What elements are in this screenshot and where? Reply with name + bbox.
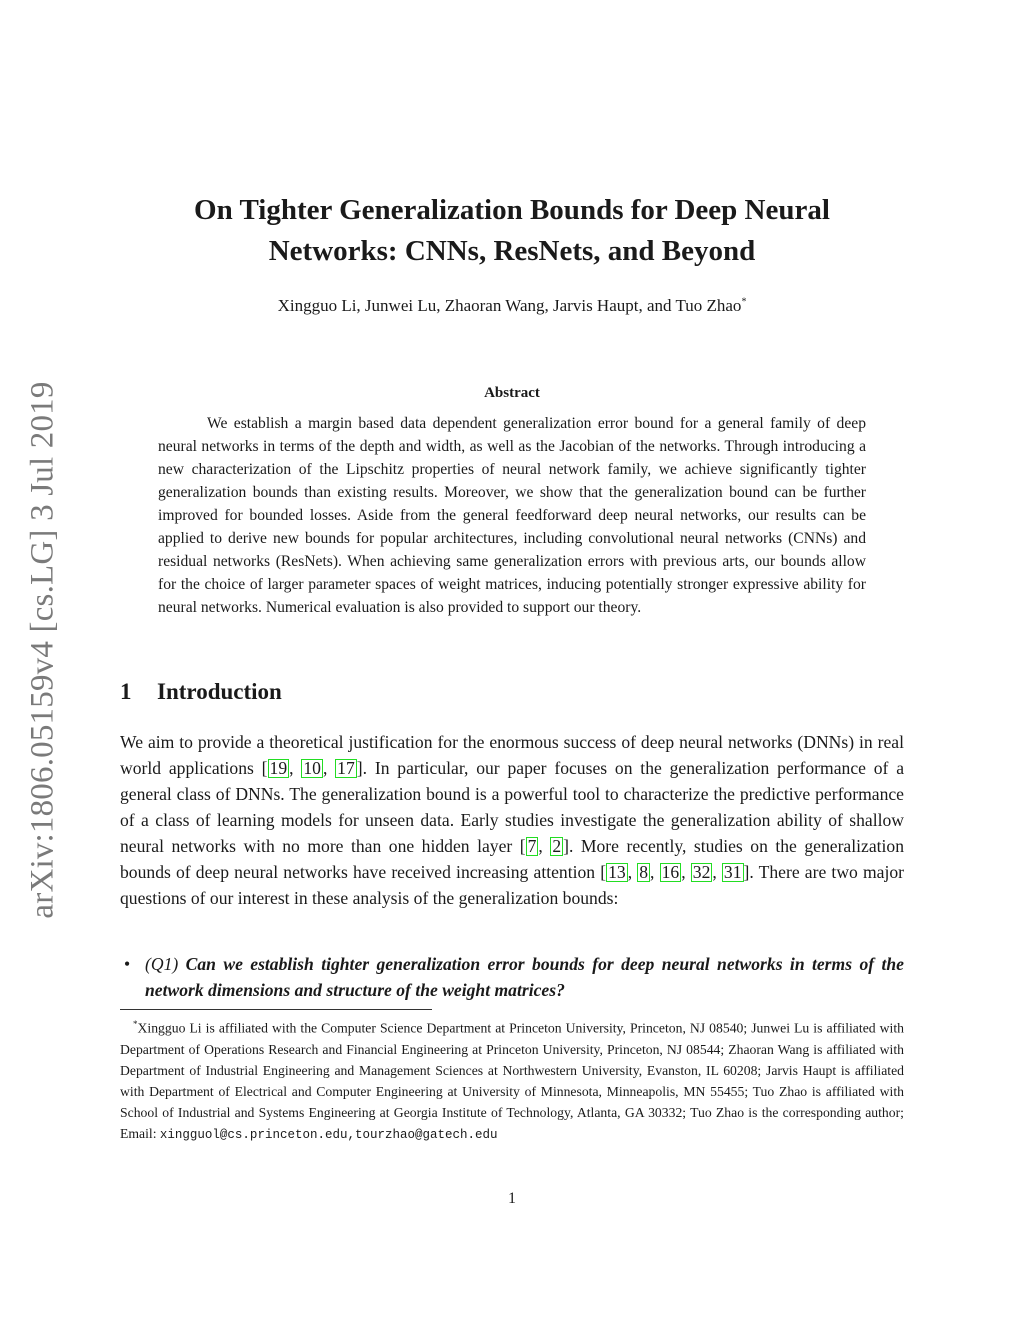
section-number: 1	[120, 679, 132, 704]
question-text: Can we establish tighter generalization error bounds for deep neural networks in terms of the network dimensions and structure of the weight matrices?	[145, 954, 904, 1000]
citation-link[interactable]: 32	[692, 862, 711, 882]
citation-separator: ,	[322, 758, 336, 778]
abstract-heading: Abstract	[484, 385, 540, 401]
citation-separator: ,	[627, 862, 638, 882]
arxiv-identifier-stamp: arXiv:1806.05159v4 [cs.LG] 3 Jul 2019	[24, 381, 61, 919]
title-line-2: Networks: CNNs, ResNets, and Beyond	[268, 235, 756, 267]
citation-link[interactable]: 17	[337, 758, 355, 778]
citation-link[interactable]: 13	[608, 862, 626, 882]
list-item	[120, 951, 904, 1003]
citation-link[interactable]: 7	[527, 836, 537, 856]
citation-separator: ,	[681, 862, 691, 882]
title-line-1: On Tighter Generalization Bounds for Deep Neural	[194, 194, 830, 226]
footnote-mark: *	[133, 1019, 138, 1029]
footnote-email[interactable]: xingguol@cs.princeton.edu,tourzhao@gatech.edu	[159, 1127, 498, 1142]
question-label: (Q1)	[145, 954, 179, 974]
author-list	[0, 296, 1024, 316]
page-number: 1	[508, 1190, 516, 1207]
intro-text-4: ]. There are two major questions of our interest in these analysis of the generalization bounds:	[120, 862, 905, 908]
author-footnote-mark[interactable]: *	[741, 296, 747, 308]
author-names: Xingguo Li, Junwei Lu, Zhaoran Wang, Jarvis Haupt, and Tuo Zhao	[277, 296, 742, 315]
intro-text-1: We aim to provide a theoretical justification for the enormous success of deep neural networks (DNNs) in real world applications [	[120, 732, 904, 778]
affiliation-footnote	[120, 1014, 904, 1146]
section-heading	[120, 679, 282, 705]
intro-paragraph	[120, 729, 904, 911]
citation-separator: ,	[538, 836, 551, 856]
question-list	[120, 951, 904, 1003]
paper-title	[0, 190, 1024, 272]
footnote-divider	[120, 1009, 432, 1010]
citation-link[interactable]: 10	[303, 758, 321, 778]
section-title: Introduction	[157, 679, 282, 704]
citation-link[interactable]: 2	[552, 836, 562, 856]
bullet-icon: •	[124, 954, 131, 974]
intro-text-2: ]. In particular, our paper focuses on the generalization performance of a general class of DNNs. The generalization bound is a powerful tool to characterize the predictive performance of a class of learning models for unseen data. Early studies investigate the generalization ability of shallow neural networks with no more than one hidden layer [	[120, 758, 905, 856]
citation-link[interactable]: 16	[661, 862, 680, 882]
citation-link[interactable]: 8	[639, 862, 649, 882]
abstract-text: We establish a margin based data dependent generalization error bound for a general family of deep neural networks in terms of the depth and width, as well as the Jacobian of the networks. Through introducing a new characterization of the Lipschitz properties of neural network family, we achieve significantly tighter generalization bounds than existing results. Moreover, we show that the generalization bound can be further improved for bounded losses. Aside from the general feedforward deep neural networks, our results can be applied to derive new bounds for popular architectures, including convolutional neural networks (CNNs) and residual networks (ResNets). When achieving same generalization errors with previous arts, our bounds allow for the choice of larger parameter spaces of weight matrices, inducing potentially stronger expressive ability for neural networks. Numerical evaluation is also provided to support our theory.	[158, 415, 866, 616]
citation-separator: ,	[650, 862, 660, 882]
citation-link[interactable]: 31	[723, 862, 742, 882]
citation-link[interactable]: 19	[269, 758, 288, 778]
citation-separator: ,	[289, 758, 302, 778]
intro-text-3: ]. More recently, studies on the generalization bounds of deep neural networks have received increasing attention [	[120, 836, 905, 882]
footnote-text: Xingguo Li is affiliated with the Computer Science Department at Princeton University, Princeton, NJ 08540; Junwei Lu is affiliated with Department of Operations Research and Financial Engineering at Princeton University, Princeton, NJ 08544; Zhaoran Wang is affiliated with Department of Industrial Engineering and Management Sciences at Northwestern University, Evanston, IL 60208; Jarvis Haupt is affiliated with Department of Electrical and Computer Engineering at University of Minnesota, Minneapolis, MN 55455; Tuo Zhao is affiliated with School of Industrial and Systems Engineering at Georgia Institute of Technology, Atlanta, GA 30332; Tuo Zhao is the corresponding author; Email:	[120, 1020, 904, 1141]
citation-separator: ,	[712, 862, 722, 882]
